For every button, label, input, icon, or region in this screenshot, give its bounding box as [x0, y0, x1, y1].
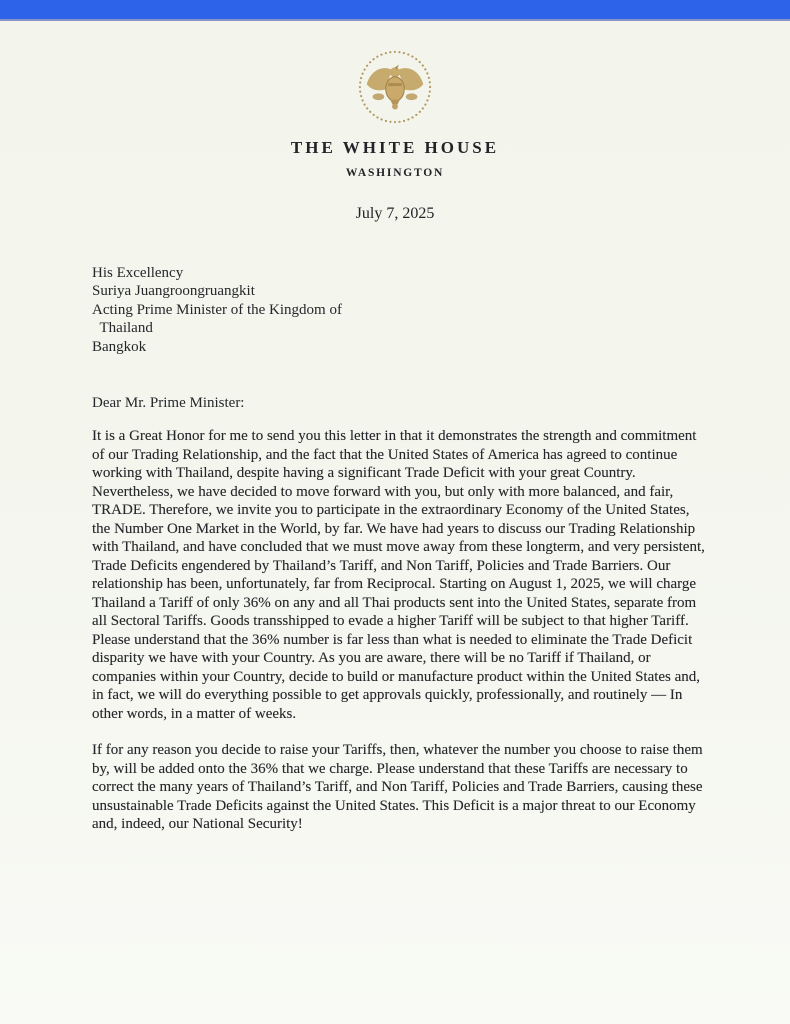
recipient-address [92, 264, 710, 356]
top-accent-bar [0, 0, 790, 21]
salutation: Dear Mr. Prime Minister: [92, 395, 245, 412]
recipient-line-title: Acting Prime Minister of the Kingdom of [92, 301, 342, 318]
letterhead [0, 0, 790, 179]
recipient-line-title-cont: Thailand [92, 320, 153, 337]
letterhead-location: WASHINGTON [345, 167, 445, 179]
letterhead-org-name: THE WHITE HOUSE [290, 138, 500, 157]
presidential-seal-icon [0, 48, 790, 126]
recipient-line-name: Suriya Juangroongruangkit [92, 283, 255, 300]
letter-date: July 7, 2025 [355, 205, 435, 222]
letter-content [92, 264, 710, 834]
recipient-line-city: Bangkok [92, 338, 147, 355]
recipient-line-honorific: His Excellency [92, 265, 184, 281]
body-paragraph-2: If for any reason you decide to raise your Tariffs, then, whatever the number you choose to raise them by, will be added onto the 36% that we charge. Please understand that these Tariffs are necessary to correct the many years of Thailand’s Tariff, and Non Tariff, Policies and Trade Barriers, causing these unsustainable Trade Deficits against the United States. This Deficit is a major threat to our Economy and, indeed, our National Security! [92, 742, 703, 833]
body-paragraph-1: It is a Great Honor for me to send you this letter in that it demonstrates the strength and commitment of our Trading Relationship, and the fact that the United States of America has agreed to continue working with Thailand, despite having a significant Trade Deficit with your great Country. Nevertheless, we have decided to move forward with you, but only with more balanced, and fair, TRADE. Therefore, we invite you to participate in the extraordinary Economy of the United States, the Number One Market in the World, by far. We have had years to discuss our Trading Relationship with Thailand, and have concluded that we must move away from these longterm, and very persistent, Trade Deficits engendered by Thailand’s Tariff, and Non Tariff, Policies and Trade Barriers. Our relationship has been, unfortunately, far from Reciprocal. Starting on August 1, 2025, we will charge Thailand a Tariff of only 36% on any and all Thai products sent into the United States, separate from all Sectoral Tariffs. Goods transshipped to evade a higher Tariff will be subject to that higher Tariff. Please understand that the 36% number is far less than what is needed to eliminate the Trade Deficit disparity we have with your Country. As you are aware, there will be no Tariff if Thailand, or companies within your Country, decide to build or manufacture product within the United States and, in fact, we will do everything possible to get approvals quickly, professionally, and routinely — In other words, in a matter of weeks. [92, 428, 705, 722]
